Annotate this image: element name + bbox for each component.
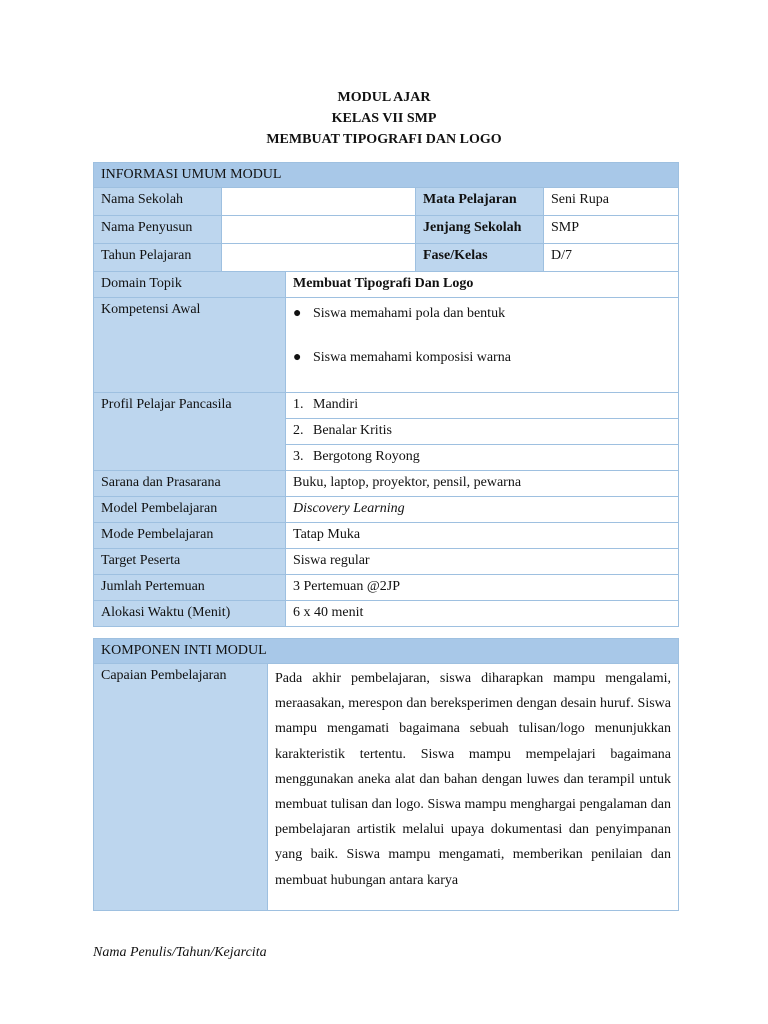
table-header-row [94, 639, 679, 664]
fase-kelas-value: D/7 [544, 244, 679, 272]
table-row [94, 497, 679, 523]
table-row [94, 575, 679, 601]
capaian-pembelajaran-cell [268, 664, 679, 911]
nama-sekolah-value [222, 188, 416, 216]
profil-item-text: Benalar Kritis [313, 423, 392, 438]
tahun-pelajaran-label: Tahun Pelajaran [94, 244, 222, 272]
jumlah-pertemuan-label: Jumlah Pertemuan [94, 575, 286, 601]
target-peserta-value: Siswa regular [286, 549, 679, 575]
page-footer: Nama Penulis/Tahun/Kejarcita [93, 945, 267, 960]
sarana-label: Sarana dan Prasarana [94, 471, 286, 497]
list-item [293, 348, 671, 392]
komponen-inti-header: KOMPONEN INTI MODUL [94, 639, 679, 664]
nama-sekolah-label: Nama Sekolah [94, 188, 222, 216]
list-item [293, 304, 671, 348]
table-header-row [94, 163, 679, 188]
jenjang-sekolah-value: SMP [544, 216, 679, 244]
target-peserta-label: Target Peserta [94, 549, 286, 575]
informasi-umum-table [93, 162, 679, 627]
table-row [94, 549, 679, 575]
mata-pelajaran-label: Mata Pelajaran [416, 188, 544, 216]
table-row [94, 298, 679, 393]
capaian-pembelajaran-text: Pada akhir pembelajaran, siswa diharapkan mampu mengalami, meraasakan, merespon dan bereksperimen dengan desain huruf. Siswa mampu mengamati bagaimana sebuah tulisan/logo menunjukkan karakteristik tertentu. Siswa mampu mempelajari bagaimana menggunakan aneka alat dan bahan dengan luwes dan terampil untuk membuat tulisan dan logo. Siswa mampu menghargai pengalaman dan pembelajaran artistik melalui upaya dokumentasi dan penyimpanan yang baik. Siswa mampu mengamati, memberikan penilaian dan membuat hubungan antara karya [275, 671, 671, 888]
table-row [94, 664, 679, 911]
table-row [94, 523, 679, 549]
table-row [94, 272, 679, 298]
domain-topik-label: Domain Topik [94, 272, 286, 298]
fase-kelas-label: Fase/Kelas [416, 244, 544, 272]
model-pembelajaran-label: Model Pembelajaran [94, 497, 286, 523]
profil-item [286, 419, 679, 445]
kompetensi-item-text: Siswa memahami pola dan bentuk [313, 306, 506, 321]
list-number: 3. [293, 449, 304, 464]
title-line-1: MODUL AJAR [337, 90, 431, 105]
profil-item-text: Bergotong Royong [313, 449, 420, 464]
kompetensi-awal-value [286, 298, 679, 393]
tahun-pelajaran-value [222, 244, 416, 272]
jenjang-sekolah-label: Jenjang Sekolah [416, 216, 544, 244]
capaian-pembelajaran-label: Capaian Pembelajaran [94, 664, 268, 911]
informasi-umum-header: INFORMASI UMUM MODUL [94, 163, 679, 188]
bullet-icon: ● [293, 306, 302, 321]
document-title-block [0, 87, 768, 150]
mata-pelajaran-value: Seni Rupa [544, 188, 679, 216]
jumlah-pertemuan-value: 3 Pertemuan @2JP [286, 575, 679, 601]
list-number: 2. [293, 423, 304, 438]
table-row [94, 601, 679, 627]
profil-item [286, 445, 679, 471]
table-row [94, 244, 679, 272]
profil-pelajar-label: Profil Pelajar Pancasila [94, 393, 286, 471]
profil-item [286, 393, 679, 419]
title-line-2: KELAS VII SMP [331, 111, 437, 126]
kompetensi-item-text: Siswa memahami komposisi warna [313, 350, 511, 365]
model-pembelajaran-value: Discovery Learning [286, 497, 679, 523]
alokasi-waktu-value: 6 x 40 menit [286, 601, 679, 627]
nama-penyusun-label: Nama Penyusun [94, 216, 222, 244]
domain-topik-value: Membuat Tipografi Dan Logo [286, 272, 679, 298]
table-row [94, 216, 679, 244]
sarana-value: Buku, laptop, proyektor, pensil, pewarna [286, 471, 679, 497]
bullet-icon: ● [293, 350, 302, 365]
kompetensi-list [293, 298, 671, 392]
table-row [94, 393, 679, 419]
kompetensi-awal-label: Kompetensi Awal [94, 298, 286, 393]
mode-pembelajaran-value: Tatap Muka [286, 523, 679, 549]
alokasi-waktu-label: Alokasi Waktu (Menit) [94, 601, 286, 627]
mode-pembelajaran-label: Mode Pembelajaran [94, 523, 286, 549]
komponen-inti-table [93, 638, 679, 911]
title-line-3: MEMBUAT TIPOGRAFI DAN LOGO [266, 132, 502, 147]
nama-penyusun-value [222, 216, 416, 244]
profil-item-text: Mandiri [313, 397, 359, 412]
list-number: 1. [293, 397, 304, 412]
table-row [94, 471, 679, 497]
table-row [94, 188, 679, 216]
